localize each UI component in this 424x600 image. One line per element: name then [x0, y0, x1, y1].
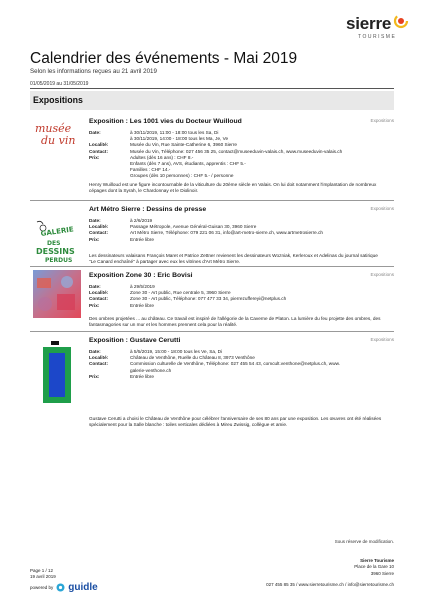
event-description: Des ombres projetées ... au château. Ce travail est inspiré de l'allégorie de la Caverne de Platon. La lumière du feu projette des ombres, des fantasmagories sur un mur et les hommes prennent cela pour la réalité. [89, 316, 381, 328]
header-divider [30, 88, 394, 89]
event-details [89, 349, 379, 380]
org-name: Sierre Tourisme [360, 558, 394, 563]
organizer-address [354, 558, 394, 577]
page-number: Page 1 / 12 [30, 568, 54, 573]
event-description: Les dessinateurs valaisans François Maret et Patrice Zettner revienent les dessinateurs Wozniak, Kerleroux et Adelinas du journal satirique "Le Canard enchaîné" à partager avec eux les vitrines d'Art Métro Sierre. [89, 253, 378, 265]
contact-value[interactable]: Musée du Vin, Téléphone: 027 456 35 25, contact@museeduvin-valais.ch, www.museeduvin-valais.ch [130, 148, 343, 154]
event-category: Expositions [370, 206, 394, 211]
event-divider [30, 266, 394, 267]
location-value: Passage Métropole, Avenue Général-Guisan 30, 3960 Sierre [130, 224, 257, 230]
price-value: Entrée libre [130, 373, 154, 379]
sun-logo-icon [392, 12, 410, 30]
event-title[interactable]: Exposition Zone 30 : Eric Bovisi [89, 272, 193, 279]
contact-label: Contact: [89, 361, 109, 367]
guidle-logo-icon [56, 583, 65, 592]
page-subtitle: Selon les informations reçues au 21 avril 2019 [30, 68, 157, 75]
price-value: Groupes (dès 10 personnes) : CHF 5.- / personne [130, 173, 234, 179]
galerie-dessins-perdus-image [33, 218, 81, 264]
date-range: 01/05/2019 au 31/05/2019 [30, 81, 89, 87]
event-details [89, 218, 379, 243]
event-category: Expositions [370, 272, 394, 277]
location-value: Zone 30 - Art public, Rue centrale 5, 3960 Sierre [130, 290, 231, 296]
event-card [30, 266, 394, 331]
event-title[interactable]: Exposition : Gustave Cerutti [89, 337, 181, 344]
brand-name: sierre [346, 14, 392, 33]
disclaimer-note: Sous réserve de modification. [334, 539, 394, 544]
location-label: Localité: [89, 355, 109, 361]
event-thumbnail [33, 335, 81, 411]
musee-du-vin-logo-image [33, 118, 81, 148]
price-label: Prix: [89, 373, 100, 379]
contact-value[interactable]: galerie-venthone.ch [130, 367, 172, 373]
event-title[interactable]: Exposition : Les 1001 vies du Docteur Wuilloud [89, 118, 242, 125]
event-card [30, 112, 394, 200]
price-value: Enfants (dès 7 ans), AVS, étudiants, apprentis : CHF 5.- [130, 161, 246, 167]
event-card [30, 200, 394, 266]
contact-label: Contact: [89, 230, 109, 236]
location-value: Château de Venthône, Ruelle du Château 8, 3973 Venthône [130, 355, 255, 361]
contact-label: Contact: [89, 296, 109, 302]
date-value: à 30/11/2019, 11:00 - 18:00 tous les Sa, Di [130, 130, 219, 135]
date-label: Date: [89, 218, 101, 223]
print-date: 19 avril 2019 [30, 574, 56, 580]
event-category: Expositions [370, 118, 394, 123]
svg-text:PERDUS: PERDUS [45, 257, 73, 264]
svg-text:DESSINS: DESSINS [36, 247, 75, 256]
location-label: Localité: [89, 224, 109, 230]
event-thumbnail [33, 270, 81, 318]
event-thumbnail [33, 118, 81, 148]
date-label: Date: [89, 284, 101, 289]
sierre-tourisme-logo [330, 12, 410, 48]
event-description: Henry Wuilloud est une figure incontournable de la viticulture du 20ème siècle en Valais. On lui doit notamment l'implantation de nombreux cépages dont la Syrah, le Chardonnay et le Diolinoir. [89, 182, 377, 194]
contact-value[interactable]: Zone 30 - Art public, Téléphone: 077 477 33 34, pierrezuffereyi@netplus.ch [130, 296, 287, 302]
event-divider [30, 331, 394, 332]
svg-text:du vin: du vin [41, 134, 76, 147]
date-value: à 2/6/2019 [130, 218, 153, 223]
event-title[interactable]: Art Métro Sierre : Dessins de presse [89, 206, 207, 213]
event-thumbnail [33, 218, 81, 264]
contact-value[interactable]: Art Métro Sierre, Téléphone: 079 221 06 31, info@art-metro-sierre.ch, www.artmetrosierre.ch [130, 230, 324, 236]
location-label: Localité: [89, 290, 109, 296]
address-line1: Place de la Gare 10 [354, 564, 394, 570]
brand-tagline: TOURISME [358, 34, 397, 40]
price-label: Prix: [89, 154, 100, 160]
powered-by [30, 582, 98, 593]
address-line2: 3960 Sierre [370, 570, 394, 576]
contact-label: Contact: [89, 148, 109, 154]
zone30-artwork-image [33, 270, 81, 318]
svg-text:DES: DES [47, 240, 61, 247]
event-description: Gustave Cerutti a choisi le Château de Venthône pour célébrer l'anniversaire de ses 80 ans par une exposition. Les œuvres ont été réalisées spécialement pour la Salle blanche : toiles verticales dédiées à Mireu Zwissig, collègue et amie. [89, 416, 382, 428]
date-value: à 5/5/2019, 15:00 - 18:00 tous les Ve, Sa, Di [130, 349, 222, 354]
section-title: Expositions [33, 95, 83, 105]
price-value: Entrée libre [130, 302, 154, 308]
section-header [30, 91, 394, 110]
footer-contact[interactable]: 027 455 85 35 / www.sierretourisme.ch / info@sierretourisme.ch [266, 582, 394, 587]
date-label: Date: [89, 349, 101, 354]
thumb-text: musée [35, 122, 72, 135]
price-value: Adultes (dès 16 ans) : CHF 8.- [130, 154, 194, 160]
powered-by-label: powered by [30, 585, 54, 590]
event-details [89, 284, 379, 309]
price-label: Prix: [89, 236, 100, 242]
date-label: Date: [89, 130, 101, 135]
date-value: à 30/11/2019, 14:00 - 18:00 tous les Ma, Je, Ve [130, 136, 229, 142]
cerutti-artwork-image [33, 335, 81, 411]
event-category: Expositions [370, 337, 394, 342]
event-divider [30, 200, 394, 201]
page-info [30, 568, 56, 581]
event-card [30, 331, 394, 431]
page-title: Calendrier des événements - Mai 2019 [30, 50, 298, 67]
location-label: Localité: [89, 142, 109, 148]
price-value: Entrée libre [130, 236, 154, 242]
contact-value[interactable]: Commission culturelle de Venthône, Téléphone: 027 455 54 43, comcult.venthone@netplus.ch, www. [130, 361, 341, 367]
location-value: Musée du Vin, Rue Sainte-Catherine 6, 3960 Sierre [130, 142, 238, 148]
event-details [89, 130, 379, 180]
price-value: Familles : CHF 14.- [130, 167, 171, 173]
guidle-wordmark[interactable]: guidle [68, 582, 98, 593]
price-label: Prix: [89, 302, 100, 308]
svg-text:GALERIE: GALERIE [40, 225, 75, 238]
date-value: à 29/5/2019 [130, 284, 155, 289]
